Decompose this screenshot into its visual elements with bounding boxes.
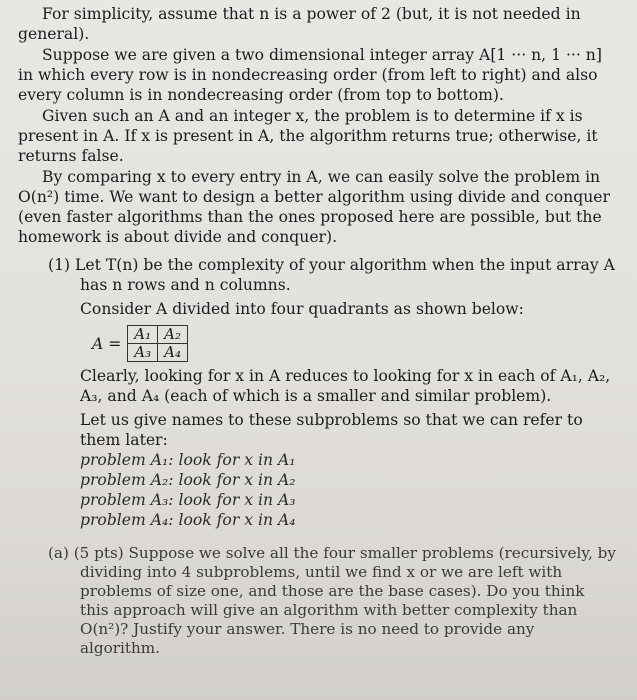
matrix-lhs: A = (92, 334, 122, 353)
question-item-1 (48, 255, 617, 530)
quadrant-a4: A₄ (158, 344, 188, 362)
quadrant-a2: A₂ (158, 326, 188, 344)
intro-paragraph-1: For simplicity, assume that n is a power of 2 (but, it is not needed in general). (18, 5, 581, 43)
subproblem-3: problem A₃: look for x in A₃ (80, 491, 296, 509)
subproblem-1: problem A₁: look for x in A₁ (80, 451, 296, 469)
part-a (48, 544, 617, 658)
subproblem-2: problem A₂: look for x in A₂ (80, 471, 296, 489)
item-1-line-2: has n rows and n columns. (80, 276, 291, 294)
quadrant-matrix (92, 325, 617, 362)
intro-paragraph-3: Given such an A and an integer x, the problem is to determine if x is present in A. If x is present in A, the algorithm returns true; otherwise, it returns false. (18, 107, 598, 165)
intro-paragraph-2: Suppose we are given a two dimensional integer array A[1 ··· n, 1 ··· n] in which every row is in nondecreasing order (from left to right) and also every column is in nondecreasing order (from top to bottom). (18, 46, 602, 104)
part-a-line-1: (a) (5 pts) Suppose we solve all the four smaller problems (recursively, by (48, 544, 616, 562)
consider-text: Consider A divided into four quadrants as shown below: (80, 300, 524, 318)
subproblem-4: problem A₄: look for x in A₄ (80, 511, 296, 529)
quadrant-table (127, 325, 188, 362)
quadrant-a3: A₃ (128, 344, 158, 362)
subproblem-list (80, 450, 617, 530)
quadrant-a1: A₁ (128, 326, 158, 344)
clearly-text: Clearly, looking for x in A reduces to looking for x in each of A₁, A₂, A₃, and A₄ (each of which is a smaller and similar problem). (80, 367, 611, 405)
intro-paragraph-4: By comparing x to every entry in A, we can easily solve the problem in O(n²) time. We want to design a better algorithm using divide and conquer (even faster algorithms than the ones proposed here are possible, but the homework is about divide and conquer). (18, 168, 610, 246)
part-a-rest: dividing into 4 subproblems, until we find x or we are left with problems of size one, and those are the base cases). Do you think this approach will give an algorithm with better complexity than O(n²)? Justify your answer. There is no need to provide any algorithm. (80, 563, 585, 657)
item-1-line-1: (1) Let T(n) be the complexity of your algorithm when the input array A (48, 256, 615, 274)
subproblem-intro: Let us give names to these subproblems so that we can refer to them later: (80, 411, 583, 449)
